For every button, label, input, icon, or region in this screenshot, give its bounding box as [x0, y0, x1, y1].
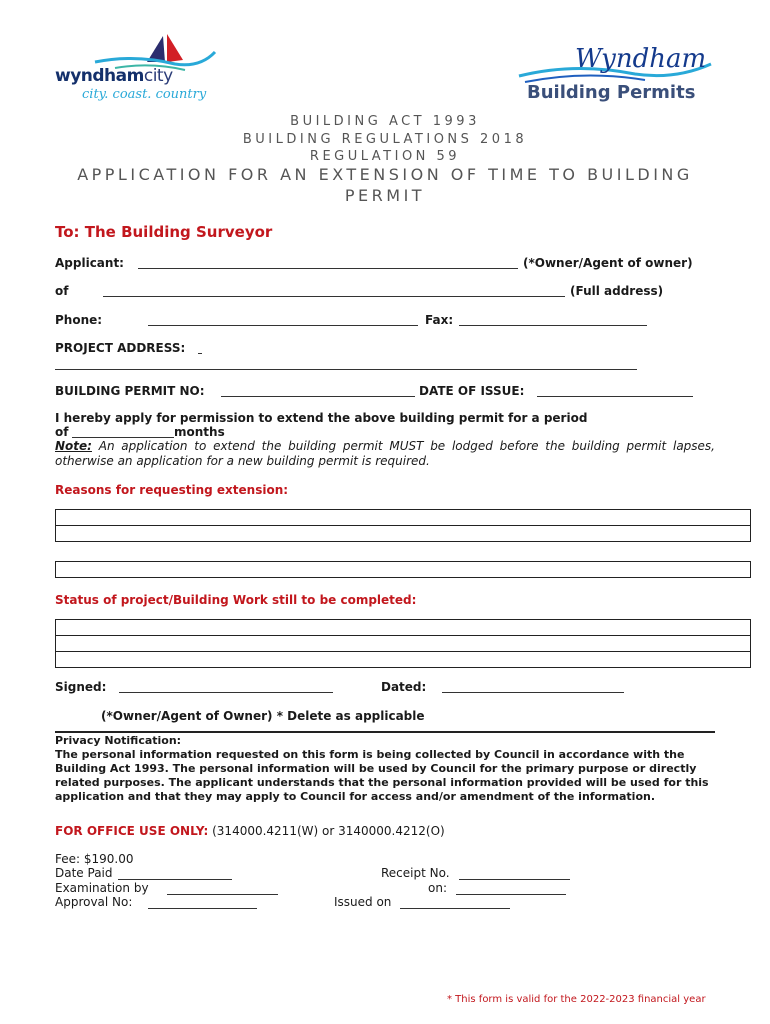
approval-no-input[interactable] [148, 908, 257, 909]
dated-input[interactable] [442, 692, 624, 693]
office-codes: (314000.4211(W) or 3140000.4212(O) [208, 824, 445, 838]
privacy-notice [55, 734, 715, 804]
status-line[interactable] [56, 652, 751, 668]
form-title-line2: PERMIT [344, 186, 426, 205]
logo-wordmark: wyndhamcity [55, 66, 173, 86]
signed-label: Signed: [55, 680, 107, 694]
header-regulations: BUILDING REGULATIONS 2018 [242, 132, 528, 147]
fax-label: Fax: [425, 313, 454, 327]
approval-no-label: Approval No: [55, 895, 133, 909]
dated-label: Dated: [381, 680, 427, 694]
reasons-line[interactable] [56, 562, 751, 578]
logo-tagline: city. coast. country [82, 87, 207, 102]
fax-input[interactable] [459, 325, 647, 326]
project-address-input-start[interactable] [198, 353, 202, 354]
permit-number-label: BUILDING PERMIT NO: [55, 384, 205, 398]
delete-as-applicable-note: (*Owner/Agent of Owner) * Delete as applicable [101, 709, 425, 723]
privacy-heading: Privacy Notification: [55, 734, 182, 747]
status-heading: Status of project/Building Work still to be completed: [55, 593, 417, 607]
date-paid-input[interactable] [118, 879, 232, 880]
reasons-line[interactable] [56, 526, 751, 542]
examination-by-label: Examination by [55, 881, 149, 895]
apply-statement: I hereby apply for permission to extend the above building permit for a period [55, 411, 588, 425]
project-address-label: PROJECT ADDRESS: [55, 341, 186, 355]
form-title-line1: APPLICATION FOR AN EXTENSION OF TIME TO BUILDING [77, 165, 693, 184]
receipt-no-label: Receipt No. [381, 866, 450, 880]
reasons-line[interactable] [56, 510, 751, 526]
divider [55, 731, 715, 733]
date-of-issue-label: DATE OF ISSUE: [419, 384, 525, 398]
date-paid-label: Date Paid [55, 866, 113, 880]
on-label: on: [428, 881, 447, 895]
note-label: Note: [55, 439, 92, 453]
issued-on-input[interactable] [400, 908, 510, 909]
header-regulation-number: REGULATION 59 [309, 149, 461, 164]
months-input[interactable] [72, 437, 174, 438]
examination-by-input[interactable] [167, 894, 278, 895]
status-box [55, 619, 751, 668]
applicant-label: Applicant: [55, 256, 124, 270]
months-label: months [174, 425, 225, 439]
addressee: To: The Building Surveyor [55, 223, 273, 241]
phone-input[interactable] [148, 325, 418, 326]
issued-on-label: Issued on [334, 895, 392, 909]
of-period-label: of [55, 425, 69, 439]
project-address-input[interactable] [55, 369, 637, 370]
receipt-no-input[interactable] [459, 879, 570, 880]
office-use-header [55, 824, 445, 838]
privacy-text: The personal information requested on this form is being collected by Council in accordance with the Building Act 1993. The personal information will be used by Council for the primary purpose or directly related purposes. The applicant understands that the personal information provided will be used for this application and that they may apply to Council for access and/or amendment of the information. [55, 748, 709, 803]
address-suffix: (Full address) [570, 284, 664, 298]
header-act: BUILDING ACT 1993 [290, 114, 480, 129]
reasons-box-extra [55, 561, 751, 578]
footer-validity-note: * This form is valid for the 2022-2023 financial year [447, 994, 706, 1005]
of-label: of [55, 284, 69, 298]
applicant-suffix: (*Owner/Agent of owner) [523, 256, 693, 270]
wyndham-city-logo [55, 32, 225, 107]
date-of-issue-input[interactable] [537, 396, 693, 397]
note-paragraph [55, 439, 715, 469]
note-text: An application to extend the building permit MUST be lodged before the building permit lapses, otherwise an application for a new building permit is required. [55, 439, 715, 468]
wyndham-building-permits-logo [515, 46, 715, 108]
reasons-heading: Reasons for requesting extension: [55, 483, 289, 497]
permit-number-input[interactable] [221, 396, 415, 397]
status-line[interactable] [56, 636, 751, 652]
address-input[interactable] [103, 296, 565, 297]
logo-subtitle: Building Permits [527, 82, 696, 103]
signature-input[interactable] [119, 692, 333, 693]
applicant-input[interactable] [138, 268, 518, 269]
reasons-box [55, 509, 751, 542]
office-use-label: FOR OFFICE USE ONLY: [55, 824, 209, 838]
receipt-on-input[interactable] [456, 894, 566, 895]
fee-text: Fee: $190.00 [55, 852, 134, 866]
status-line[interactable] [56, 620, 751, 636]
logo-script-title: Wyndham [575, 44, 707, 74]
phone-label: Phone: [55, 313, 103, 327]
